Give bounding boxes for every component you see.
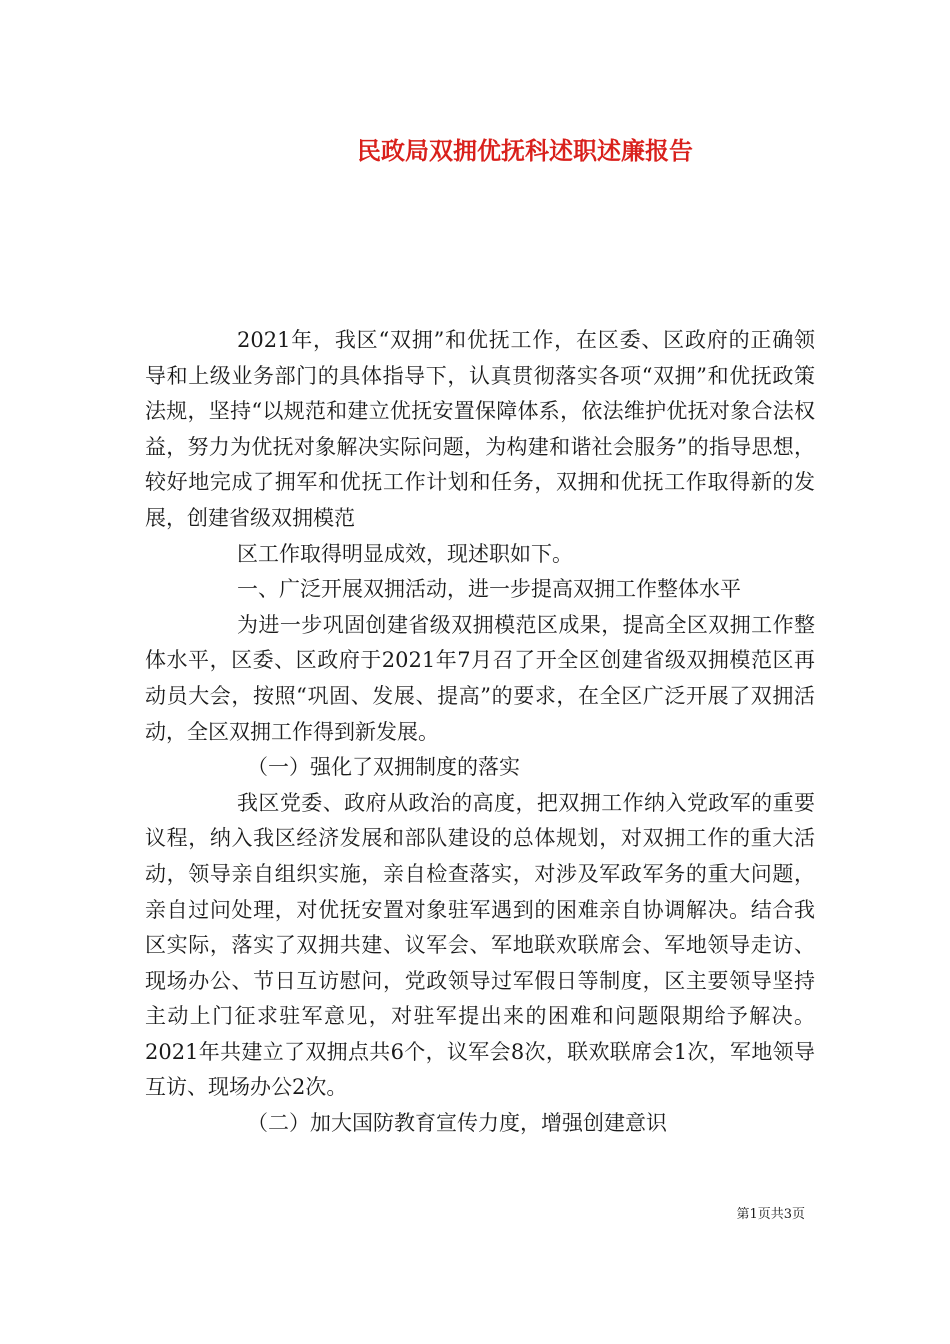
- page-number: 第1页共3页: [736, 1207, 805, 1222]
- document-title: 民政局双拥优抚科述职述廉报告: [357, 136, 693, 165]
- document-body: [145, 323, 815, 1142]
- subsection-heading-1: （一）强化了双拥制度的落实: [247, 755, 520, 780]
- section-heading-1: 一、广泛开展双拥活动，进一步提高双拥工作整体水平: [237, 577, 741, 602]
- paragraph-section-1: 为进一步巩固创建省级双拥模范区成果，提高全区双拥工作整体水平，区委、区政府于2021年7月召了开全区创建省级双拥模范区再动员大会，按照“巩固、发展、提高”的要求，在全区广泛开展了双拥活动，全区双拥工作得到新发展。: [145, 612, 815, 744]
- paragraph-subsection-1: 我区党委、政府从政治的高度，把双拥工作纳入党政军的重要议程，纳入我区经济发展和部队建设的总体规划，对双拥工作的重大活动，领导亲自组织实施，亲自检查落实，对涉及军政军务的重大问题，亲自过问处理，对优抚安置对象驻军遇到的困难亲自协调解决。结合我区实际，落实了双拥共建、议军会、军地联欢联席会、军地领导走访、现场办公、节日互访慰问，党政领导过军假日等制度，区主要领导坚持主动上门征求驻军意见，对驻军提出来的困难和问题限期给予解决。2021年共建立了双拥点共6个，议军会8次，联欢联席会1次，军地领导互访、现场办公2次。: [145, 790, 815, 1100]
- subsection-heading-2: （二）加大国防教育宣传力度，增强创建意识: [247, 1111, 667, 1136]
- paragraph-intro-continued: 区工作取得明显成效，现述职如下。: [237, 541, 573, 566]
- paragraph-intro: 2021年，我区“双拥”和优抚工作，在区委、区政府的正确领导和上级业务部门的具体指导下，认真贯彻落实各项“双拥”和优抚政策法规，坚持“以规范和建立优抚安置保障体系，依法维护优抚对象合法权益，努力为优抚对象解决实际问题，为构建和谐社会服务”的指导思想，较好地完成了拥军和优抚工作计划和任务，双拥和优抚工作取得新的发展，创建省级双拥模范: [145, 328, 815, 530]
